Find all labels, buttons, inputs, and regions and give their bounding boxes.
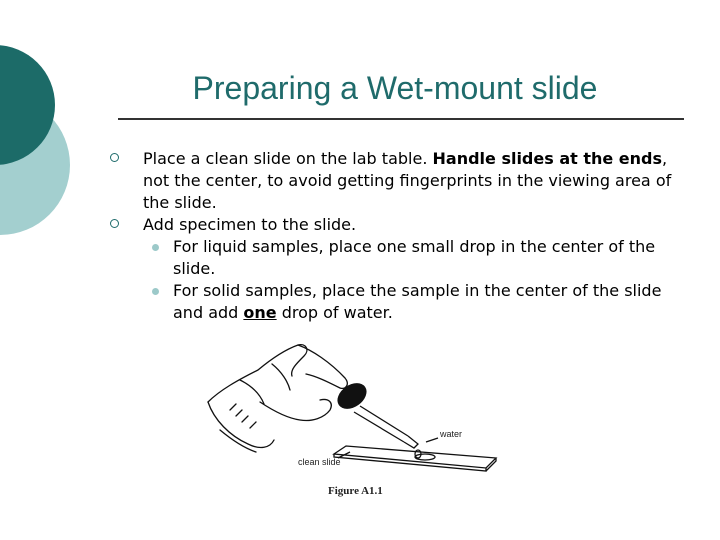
bullet-add-specimen [110,214,690,236]
light-teal-circle [0,95,70,235]
decorative-circles [0,0,120,300]
bullet-text: Add specimen to the slide. [143,215,357,234]
hatch [230,404,256,428]
sub-bullet-text-cont: drop of water. [276,303,393,322]
finger-curl-2 [272,364,290,390]
finger-curl [240,380,264,404]
palm-lower [208,402,274,447]
title-underline-rule [118,118,684,120]
bullet-text-cont: , not the center, to avoid getting fingerprints in the viewing area of the slide. [143,149,672,212]
sub-bullet-solid [110,280,690,324]
filled-dot-bullet-icon [152,244,159,251]
sub-bullet-text: For liquid samples, place one small drop in the center of the slide. [173,237,656,278]
bullet-handle-slides [110,148,690,214]
sub-bullet-liquid [110,236,690,280]
water-pointer [426,438,438,442]
dropper-tip [404,436,418,448]
figure-caption: Figure A1.1 [328,485,383,497]
filled-dot-bullet-icon [152,288,159,295]
bullet-text: Place a clean slide on the lab table. [143,149,433,168]
finger-top [298,345,347,388]
wet-mount-figure [200,340,520,510]
wrist-line [220,430,256,452]
sub-bullet-underlined: one [243,303,277,322]
hollow-circle-bullet-icon [110,219,119,228]
dropper-tube [354,406,408,442]
slide-title: Preparing a Wet-mount slide [192,70,598,106]
water-puddle [415,454,435,460]
water-label: water [440,429,463,439]
thumb [260,399,331,420]
hollow-circle-bullet-icon [110,153,119,162]
bullet-bold-text: Handle slides at the ends [432,149,663,168]
sub-bullet-text: For solid samples, place the sample in the center of the slide and add [173,281,662,322]
bullet-list [110,148,690,324]
clean-slide-label: clean slide [298,457,341,467]
dark-teal-circle [0,45,55,165]
